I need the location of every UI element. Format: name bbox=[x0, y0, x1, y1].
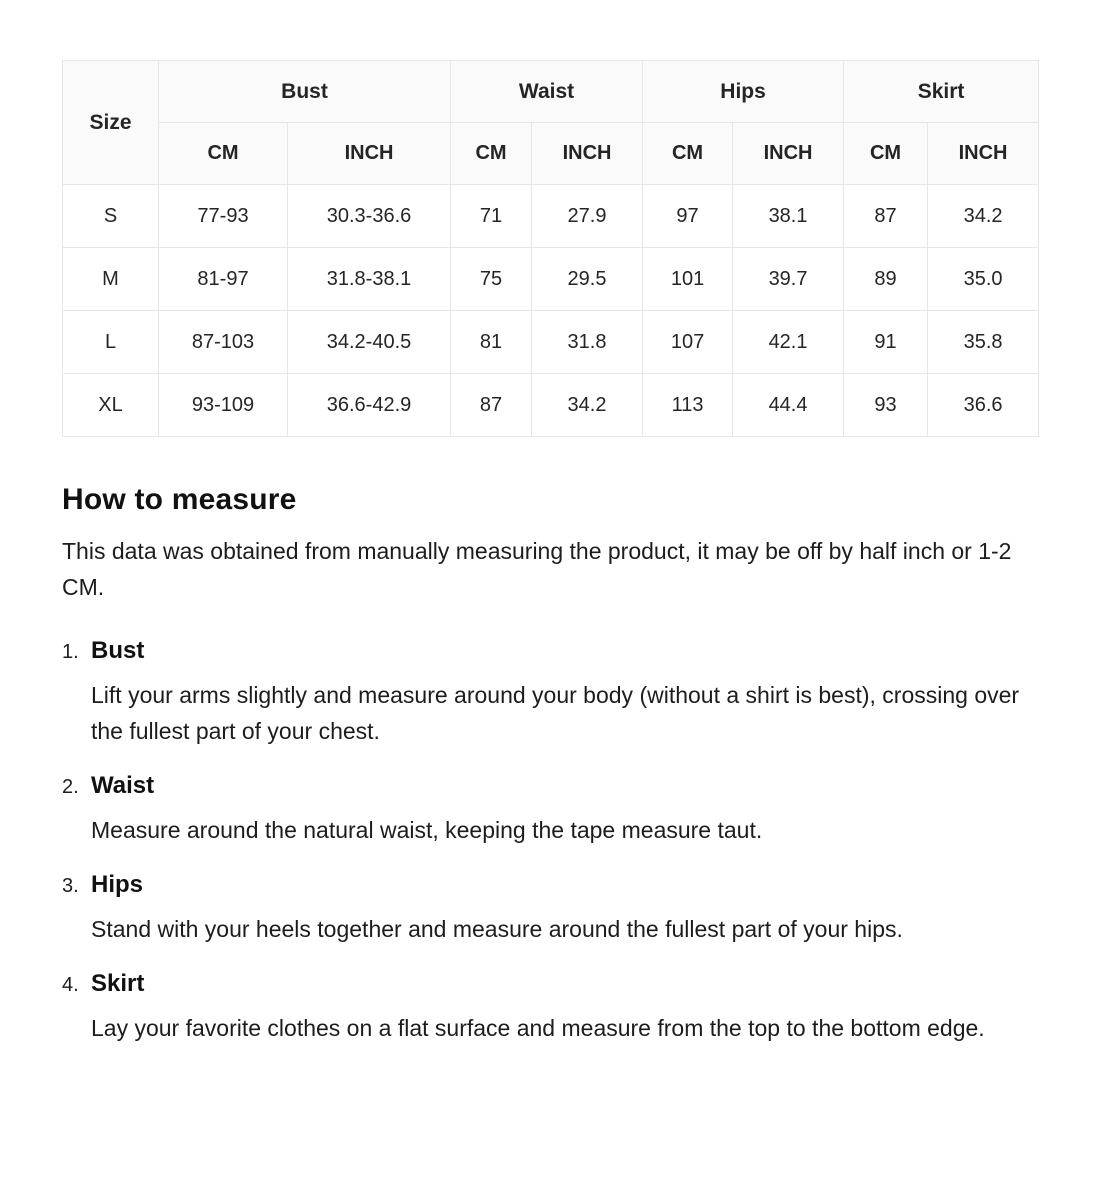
unit-header-hips-inch: INCH bbox=[733, 123, 844, 185]
table-group-header-row bbox=[63, 61, 1039, 123]
value-cell: 36.6 bbox=[928, 374, 1039, 437]
step-title: Hips bbox=[91, 871, 144, 898]
value-cell: 42.1 bbox=[733, 311, 844, 374]
step-heading bbox=[62, 772, 1038, 800]
value-cell: 87 bbox=[451, 374, 532, 437]
step-number: 4. bbox=[62, 974, 79, 996]
unit-header-waist-cm: CM bbox=[451, 123, 532, 185]
unit-header-bust-inch: INCH bbox=[288, 123, 451, 185]
unit-header-hips-cm: CM bbox=[643, 123, 733, 185]
group-header-bust: Bust bbox=[159, 61, 451, 123]
unit-header-bust-cm: CM bbox=[159, 123, 288, 185]
value-cell: 44.4 bbox=[733, 374, 844, 437]
value-cell: 87 bbox=[844, 185, 928, 248]
measure-intro-text: This data was obtained from manually measuring the product, it may be off by half inch or 1-2 CM. bbox=[62, 538, 1012, 600]
table-row bbox=[63, 185, 1039, 248]
value-cell: 27.9 bbox=[532, 185, 643, 248]
value-cell: 30.3-36.6 bbox=[288, 185, 451, 248]
value-cell: 39.7 bbox=[733, 248, 844, 311]
step-number: 1. bbox=[62, 641, 79, 663]
value-cell: 87-103 bbox=[159, 311, 288, 374]
measure-step-bust bbox=[62, 637, 1038, 749]
how-to-measure-heading: How to measure bbox=[62, 483, 297, 516]
size-cell: L bbox=[63, 311, 159, 374]
value-cell: 107 bbox=[643, 311, 733, 374]
size-column-header: Size bbox=[63, 61, 159, 185]
group-header-waist: Waist bbox=[451, 61, 643, 123]
measure-step-waist bbox=[62, 772, 1038, 848]
size-guide-page bbox=[0, 60, 1100, 1046]
value-cell: 35.8 bbox=[928, 311, 1039, 374]
value-cell: 34.2 bbox=[532, 374, 643, 437]
size-chart-table bbox=[62, 60, 1039, 437]
value-cell: 97 bbox=[643, 185, 733, 248]
unit-header-skirt-cm: CM bbox=[844, 123, 928, 185]
step-heading bbox=[62, 871, 1038, 899]
measure-steps-list bbox=[62, 637, 1038, 1046]
value-cell: 101 bbox=[643, 248, 733, 311]
value-cell: 31.8-38.1 bbox=[288, 248, 451, 311]
measure-step-skirt bbox=[62, 970, 1038, 1046]
step-title: Bust bbox=[91, 637, 145, 664]
value-cell: 38.1 bbox=[733, 185, 844, 248]
table-row bbox=[63, 374, 1039, 437]
size-cell: XL bbox=[63, 374, 159, 437]
step-description: Stand with your heels together and measure around the fullest part of your hips. bbox=[91, 916, 903, 942]
value-cell: 81-97 bbox=[159, 248, 288, 311]
unit-header-skirt-inch: INCH bbox=[928, 123, 1039, 185]
table-row bbox=[63, 248, 1039, 311]
value-cell: 31.8 bbox=[532, 311, 643, 374]
value-cell: 35.0 bbox=[928, 248, 1039, 311]
group-header-hips: Hips bbox=[643, 61, 844, 123]
value-cell: 113 bbox=[643, 374, 733, 437]
step-description: Lay your favorite clothes on a flat surface and measure from the top to the bottom edge. bbox=[91, 1015, 985, 1041]
value-cell: 91 bbox=[844, 311, 928, 374]
step-number: 2. bbox=[62, 776, 79, 798]
value-cell: 34.2 bbox=[928, 185, 1039, 248]
step-heading bbox=[62, 970, 1038, 998]
step-heading bbox=[62, 637, 1038, 665]
step-title: Waist bbox=[91, 772, 155, 799]
measure-step-hips bbox=[62, 871, 1038, 947]
unit-header-waist-inch: INCH bbox=[532, 123, 643, 185]
group-header-skirt: Skirt bbox=[844, 61, 1039, 123]
step-description: Measure around the natural waist, keeping the tape measure taut. bbox=[91, 817, 763, 843]
value-cell: 71 bbox=[451, 185, 532, 248]
value-cell: 75 bbox=[451, 248, 532, 311]
value-cell: 93-109 bbox=[159, 374, 288, 437]
step-description: Lift your arms slightly and measure around your body (without a shirt is best), crossing over the fullest part of your chest. bbox=[91, 682, 1020, 744]
value-cell: 81 bbox=[451, 311, 532, 374]
step-title: Skirt bbox=[91, 970, 145, 997]
table-row bbox=[63, 311, 1039, 374]
value-cell: 29.5 bbox=[532, 248, 643, 311]
value-cell: 34.2-40.5 bbox=[288, 311, 451, 374]
value-cell: 93 bbox=[844, 374, 928, 437]
table-unit-header-row bbox=[63, 123, 1039, 185]
value-cell: 77-93 bbox=[159, 185, 288, 248]
size-cell: M bbox=[63, 248, 159, 311]
value-cell: 89 bbox=[844, 248, 928, 311]
size-cell: S bbox=[63, 185, 159, 248]
step-number: 3. bbox=[62, 875, 79, 897]
value-cell: 36.6-42.9 bbox=[288, 374, 451, 437]
